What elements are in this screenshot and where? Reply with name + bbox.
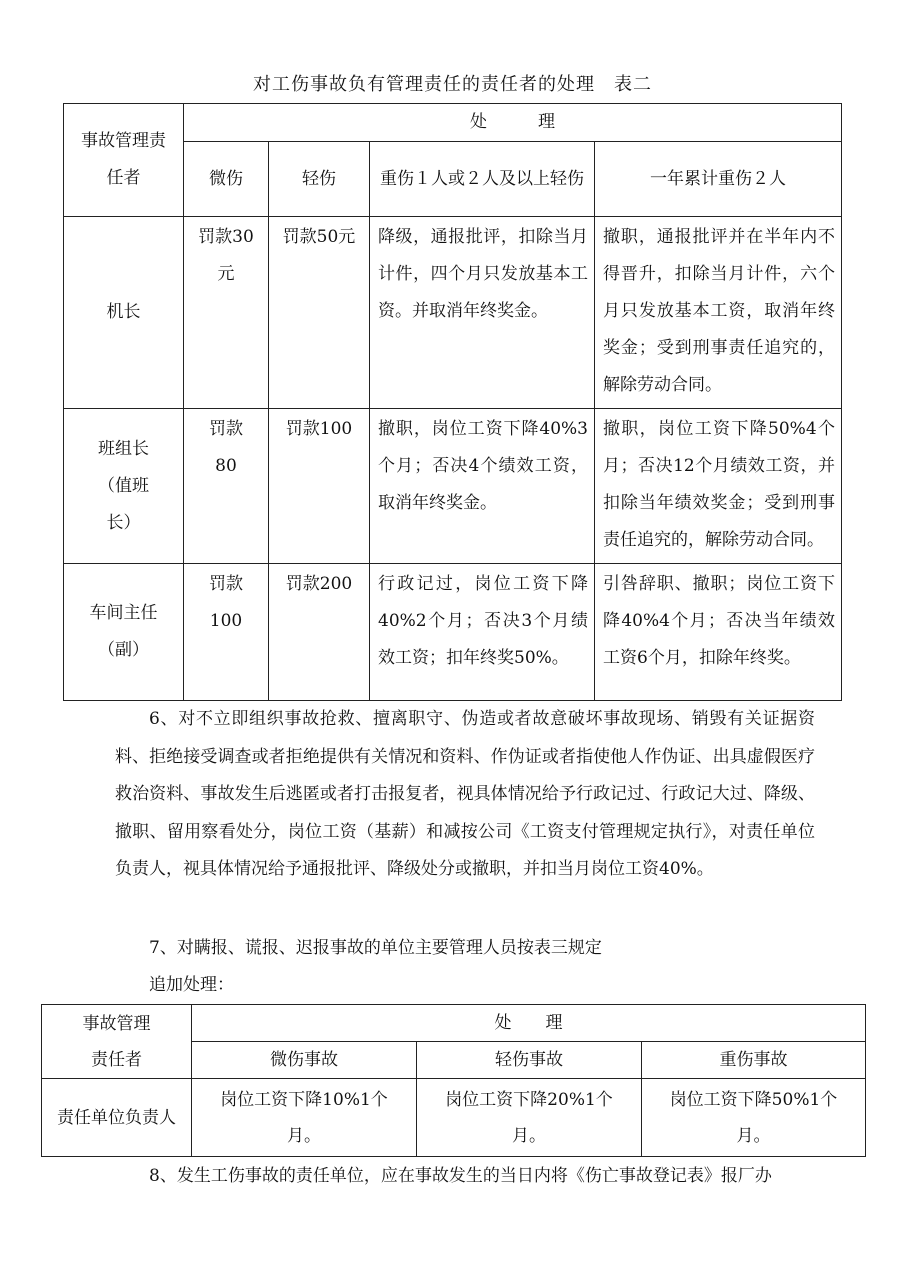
row-serious-value: 岗位工资下降50%1个月。 (642, 1079, 866, 1157)
row-light-value: 罚款200 (269, 564, 370, 701)
table2-punishment (63, 103, 842, 701)
paragraph-7-continuation: 追加处理： (149, 975, 234, 995)
row-minor-value: 岗位工资下降10%1个月。 (192, 1079, 417, 1157)
row-cumulative-value: 引咎辞职、撤职；岗位工资下降40%4个月；否决当年绩效工资6个月，扣除年终奖。 (595, 564, 842, 701)
table2-col-header: 事故管理责任者 (64, 104, 184, 217)
table-row (64, 217, 842, 409)
row-cumulative-value: 撤职，岗位工资下降50%4个月；否决12个月绩效工资，并扣除当年绩效奖金；受到刑事责任追究的，解除劳动合同。 (595, 409, 842, 564)
row-minor-value: 罚款80 (184, 409, 269, 564)
row-cumulative-value: 撤职，通报批评并在半年内不得晋升，扣除当月计件，六个月只发放基本工资，取消年终奖金；受到刑事责任追究的，解除劳动合同。 (595, 217, 842, 409)
row-role-label: 责任单位负责人 (42, 1079, 192, 1157)
table-row (42, 1079, 866, 1157)
row-role-label: 车间主任（副） (64, 564, 184, 701)
paragraph-8: 8、发生工伤事故的责任单位，应在事故发生的当日内将《伤亡事故登记表》报厂办 (149, 1166, 772, 1186)
row-serious-value: 行政记过，岗位工资下降40%2个月；否决3个月绩效工资；扣年终奖50%。 (370, 564, 595, 701)
paragraph-7: 7、对瞒报、谎报、迟报事故的单位主要管理人员按表三规定 (149, 938, 602, 958)
row-light-value: 罚款50元 (269, 217, 370, 409)
row-serious-value: 降级，通报批评，扣除当月计件，四个月只发放基本工资。并取消年终奖金。 (370, 217, 595, 409)
table2-group-header: 处 理 (184, 104, 842, 142)
table2-level-serious: 重伤１人或２人及以上轻伤 (370, 142, 595, 217)
row-role-label: 机长 (64, 217, 184, 409)
table3-level-minor: 微伤事故 (192, 1042, 417, 1079)
table3-group-header: 处 理 (192, 1005, 866, 1042)
table2-level-light: 轻伤 (269, 142, 370, 217)
table2-title: 对工伤事故负有管理责任的责任者的处理 表二 (253, 74, 652, 95)
row-minor-value: 罚款30元 (184, 217, 269, 409)
row-light-value: 岗位工资下降20%1个月。 (417, 1079, 642, 1157)
table3-col-header: 事故管理责任者 (42, 1005, 192, 1079)
table2-level-cumulative: 一年累计重伤２人 (595, 142, 842, 217)
table3-late-report (41, 1004, 866, 1157)
row-serious-value: 撤职，岗位工资下降40%3个月；否决4个绩效工资，取消年终奖金。 (370, 409, 595, 564)
table-row (64, 409, 842, 564)
table-row (64, 564, 842, 701)
table3-level-serious: 重伤事故 (642, 1042, 866, 1079)
row-light-value: 罚款100 (269, 409, 370, 564)
table3-level-light: 轻伤事故 (417, 1042, 642, 1079)
table2-level-minor: 微伤 (184, 142, 269, 217)
paragraph-6: 6、对不立即组织事故抢救、擅离职守、伪造或者故意破坏事故现场、销毁有关证据资料、拒绝接受调查或者拒绝提供有关情况和资料、作伪证或者指使他人作伪证、出具虚假医疗救治资料、事故发生后逃匿或者打击报复者，视具体情况给予行政记过、行政记大过、降级、撤职、留用察看处分，岗位工资（基薪）和减按公司《工资支付管理规定执行》，对责任单位负责人，视具体情况给予通报批评、降级处分或撤职，并扣当月岗位工资40%。 (115, 709, 815, 879)
row-minor-value: 罚款100 (184, 564, 269, 701)
row-role-label: 班组长（值班长） (64, 409, 184, 564)
